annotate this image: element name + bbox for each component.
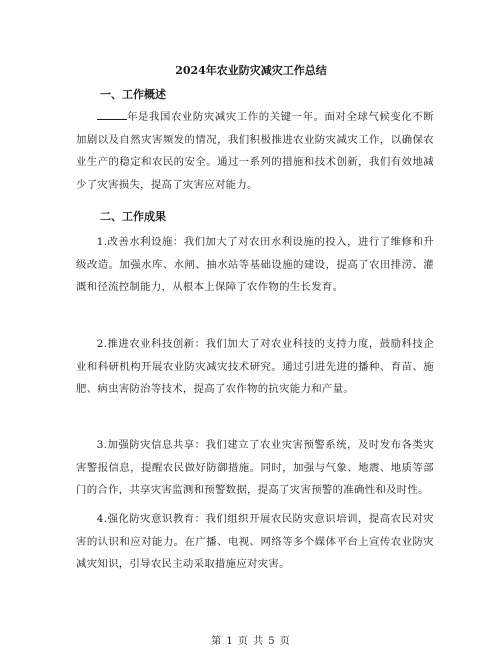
paragraph-result-1: 1.改善水利设施：我们加大了对农田水利设施的投入，进行了维修和升级改造。加强水库、水闸、抽水站等基础设施的建设，提高了农田排涝、灌溉和径流控制能力，从根本上保障了农作物的生长发育。	[76, 236, 434, 293]
paragraph-text: 年是我国农业防灾减灾工作的关键一年。面对全球气候变化不断加剧以及自然灾害频发的情况，我们积极推进农业防灾减灾工作，以确保农业生产的稳定和农民的安全。通过一系列的措施和技术创新，我们有效地减少了灾害损失，提高了灾害应对能力。	[76, 111, 434, 191]
page-number-footer: 第 1 页 共 5 页	[211, 636, 291, 647]
paragraph-overview	[76, 106, 434, 196]
paragraph-result-3: 3.加强防灾信息共享：我们建立了农业灾害预警系统，及时发布各类灾害警报信息，提醒农民做好防御措施。同时，加强与气象、地震、地质等部门的合作，共享灾害监测和预警数据，提高了灾害预警的准确性和及时性。	[76, 439, 434, 496]
document-title: 2024年农业防灾减灾工作总结	[175, 64, 327, 77]
blank-year-underline	[97, 108, 127, 120]
section-heading-results: 二、工作成果	[100, 210, 166, 223]
paragraph-result-2: 2.推进农业科技创新：我们加大了对农业科技的支持力度，鼓励科技企业和科研机构开展农业防灾减灾技术研究。通过引进先进的播种、育苗、施肥、病虫害防治等技术，提高了农作物的抗灾能力和产量。	[76, 338, 434, 395]
paragraph-result-4: 4.强化防灾意识教育：我们组织开展农民防灾意识培训，提高农民对灾害的认识和应对能力。在广播、电视、网络等多个媒体平台上宣传农业防灾减灾知识，引导农民主动采取措施应对灾害。	[76, 513, 434, 570]
section-heading-overview: 一、工作概述	[100, 88, 166, 101]
